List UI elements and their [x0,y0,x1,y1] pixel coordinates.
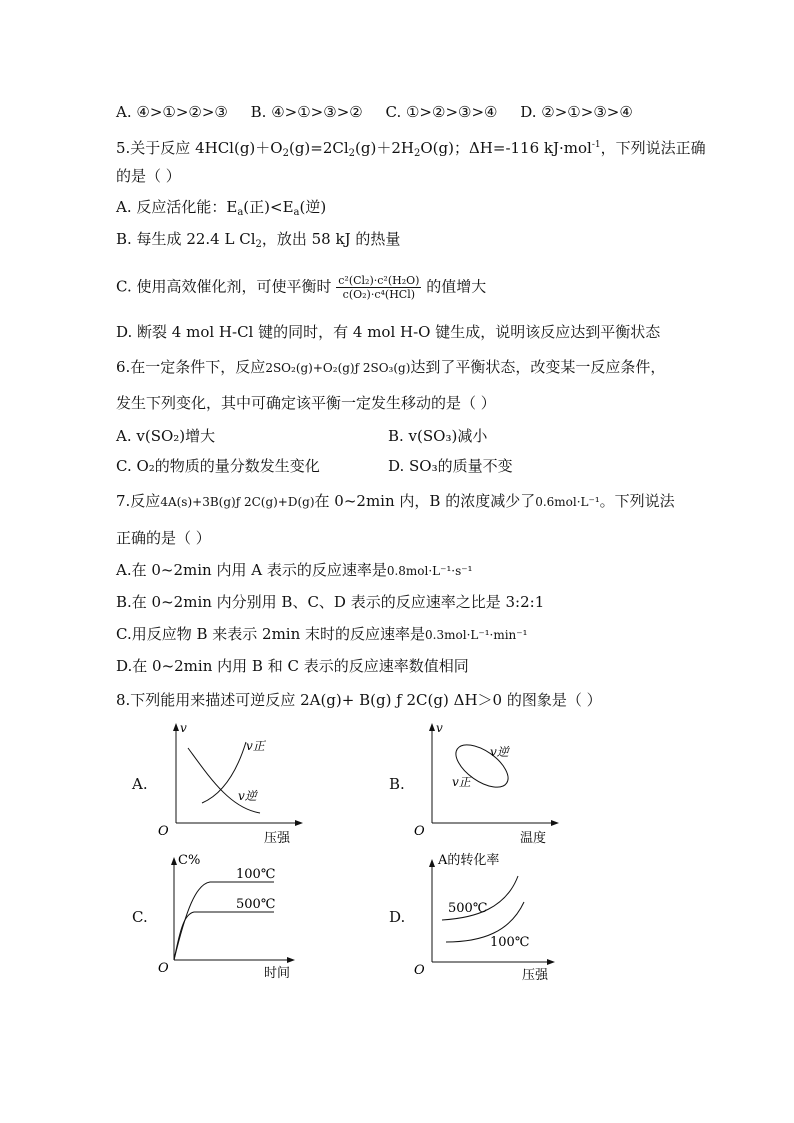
q5-option-d: D. 断裂 4 mol H-Cl 键的同时，有 4 mol H-O 键生成，说明该反应达到平衡状态 [116,323,661,341]
fraction-numerator: c²(Cl₂)·c²(H₂O) [338,274,420,287]
curve-label-v-reverse: v逆 [238,789,257,803]
q7-option-a-part: A.在 0~2min 内用 A 表示的反应速率是 [116,561,387,579]
y-axis-label: v [436,721,443,735]
origin-label: O [414,963,425,978]
y-axis-arrow [171,857,177,865]
x-axis-label: 时间 [264,966,291,980]
q7-option-c-part: C.用反应物 B 来表示 2min 末时的反应速率是 [116,625,426,643]
x-axis-label: 压强 [264,831,291,846]
q7-stem-line2: 正确的是（ ） [116,529,211,547]
curve-label-v-forward: v正 [452,775,471,789]
q5-stem-line2: 的是（ ） [116,167,181,185]
q5-stem-part: (g)=2Cl [288,139,349,157]
q6-equation: 2SO₂(g)+O₂(g)ƒ 2SO₃(g) [265,361,411,375]
q4-option-b: B. ④>①>③>② [250,103,363,121]
x-axis-label: 温度 [520,831,547,846]
superscript: -1 [591,140,601,150]
q8-stem: 8.下列能用来描述可逆反应 2A(g)+ B(g) ƒ 2C(g) ΔH＞0 的图象是（ ） [116,691,602,709]
q5-stem-part: (g)＋2H [355,139,414,157]
y-axis-arrow [173,723,179,731]
q5-stem-line1 [116,135,706,164]
q5-option-a [116,197,326,223]
q5-option-b-part: ，放出 58 kJ 的热量 [261,230,401,248]
x-axis-arrow [295,820,303,826]
x-axis-arrow [551,820,559,826]
fraction-denominator: c(O₂)·c⁴(HCl) [342,288,416,301]
y-axis-arrow [429,859,435,867]
q5-option-c-part: C. 使用高效催化剂，可使平衡时 [116,277,332,296]
q5-stem-part: 5.关于反应 4HCl(g)＋O [116,139,283,157]
v-reverse-curve [188,748,260,813]
x-axis-arrow [287,957,295,963]
origin-label: O [158,961,169,976]
curve-100c [174,882,274,960]
q8-option-d-label: D. [389,908,406,926]
q7-equation: 4A(s)+3B(g)ƒ 2C(g)+D(g) [160,495,315,509]
q7-option-c [116,624,527,645]
q6-option-b: B. v(SO₃)减小 [388,427,488,445]
q5-stem-part: O(g)；ΔH=-116 kJ·mol [420,139,592,157]
q8-option-b-label: B. [389,775,405,793]
equilibrium-fraction [336,274,421,301]
q7-concentration: 0.6mol·L⁻¹ [535,495,600,509]
y-axis-label: A的转化率 [438,853,500,868]
origin-label: O [158,824,169,839]
q7-option-b: B.在 0~2min 内分别用 B、C、D 表示的反应速率之比是 3:2:1 [116,593,545,611]
q8-option-c-label: C. [132,908,148,926]
q8-graph-a [150,718,310,848]
y-axis-arrow [429,723,435,731]
curve-label-500c: 500℃ [236,897,276,912]
q6-stem-part: 达到了平衡状态，改变某一反应条件， [410,358,666,376]
q5-option-b [116,229,400,255]
y-axis-label: C% [178,853,201,868]
q5-option-b-part: B. 每生成 22.4 L Cl [116,230,256,248]
q8-graph-c [150,850,310,980]
q7-option-a [116,560,472,581]
q6-stem-part: 6.在一定条件下，反应 [116,358,266,376]
q7-option-a-rate: 0.8mol·L⁻¹·s⁻¹ [386,564,473,578]
curve-label-500c: 500℃ [448,901,488,916]
q6-stem-line1 [116,357,665,378]
q7-option-d: D.在 0~2min 内用 B 和 C 表示的反应速率数值相同 [116,657,469,675]
x-axis-label: 压强 [522,968,549,982]
q4-option-d: D. ②>①>③>④ [520,103,633,121]
curve-label-v-reverse: v逆 [490,745,509,759]
q5-option-a-part: (逆) [299,198,327,216]
q8-graph-b [406,718,566,848]
q7-stem-part: 。下列说法 [599,492,675,510]
origin-label: O [414,824,425,839]
q4-options [116,102,633,122]
subscript: 2 [282,148,289,159]
q5-option-c [116,274,486,301]
subscript: 2 [348,148,356,159]
y-axis-label: v [180,721,187,735]
q6-option-d: D. SO₃的质量不变 [388,457,513,475]
subscript: 2 [255,239,262,250]
q8-option-a-label: A. [132,775,148,793]
q5-option-a-part: A. 反应活化能：E [116,198,238,216]
q4-option-c: C. ①>②>③>④ [385,103,498,121]
curve-label-100c: 100℃ [490,935,530,950]
q7-stem-part: 在 0~2min 内，B 的浓度减少了 [314,492,536,510]
curve-label-100c: 100℃ [236,867,276,882]
q5-option-c-part: 的值增大 [426,277,487,296]
subscript: 2 [413,148,421,159]
q8-graph-d [406,850,576,982]
x-axis-arrow [547,959,555,965]
curve-500c [174,912,274,960]
subscript: a [293,207,300,218]
q6-stem-line2: 发生下列变化，其中可确定该平衡一定发生移动的是（ ） [116,394,496,412]
q6-option-a: A. v(SO₂)增大 [116,427,216,445]
q7-stem-part: 7.反应 [116,492,161,510]
q6-option-c: C. O₂的物质的量分数发生变化 [116,457,320,475]
curve-label-v-forward: v正 [246,739,265,753]
subscript: a [237,207,244,218]
q7-option-c-rate: 0.3mol·L⁻¹·min⁻¹ [425,628,528,642]
q5-stem-part: ，下列说法正确 [600,139,706,157]
q7-stem-line1 [116,491,675,512]
q5-option-a-part: (正)<E [243,198,294,216]
q4-option-a: A. ④>①>②>③ [116,103,228,121]
